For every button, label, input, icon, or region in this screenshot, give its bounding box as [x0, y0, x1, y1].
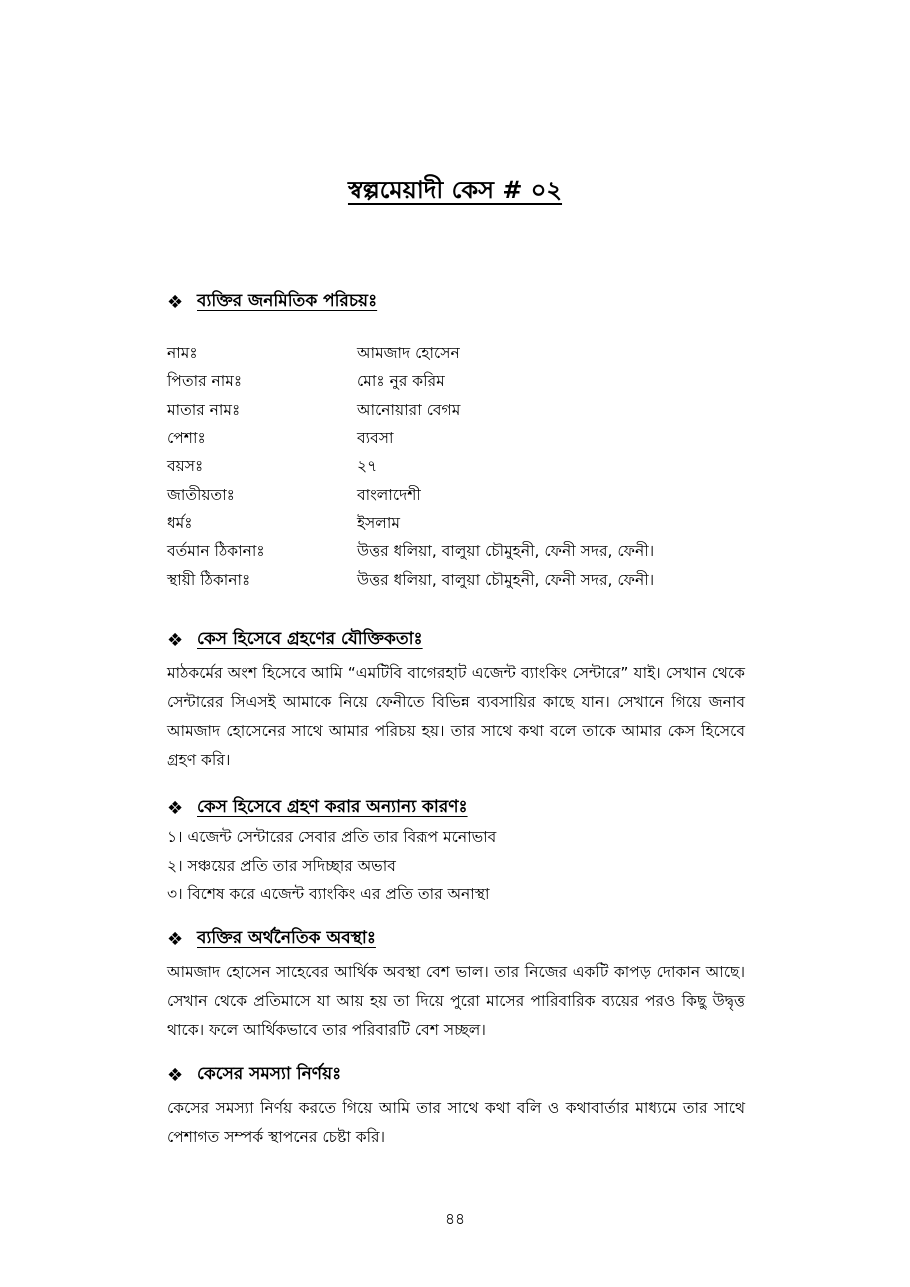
info-row-name: [167, 340, 727, 368]
info-value: উত্তর ধলিয়া, বালুয়া চৌমুহনী, ফেনী সদর, ফেনী।: [357, 542, 655, 561]
section-heading-economic: [167, 925, 376, 953]
info-label: বয়সঃ: [167, 457, 204, 476]
list-item: ২। সঞ্চয়ের প্রতি তার সদিচ্ছার অভাব: [167, 856, 396, 875]
info-row-age: [167, 453, 727, 481]
section-heading-text: কেস হিসেবে গ্রহণের যৌক্তিকতাঃ: [197, 629, 423, 649]
info-row-father: [167, 368, 727, 396]
info-row-occupation: [167, 425, 727, 453]
info-value: মোঃ নুর করিম: [357, 372, 445, 391]
section-heading-text: ব্যক্তির জনমিতিক পরিচয়ঃ: [197, 291, 378, 311]
diamond-bullet-icon: ❖: [167, 1064, 184, 1086]
document-title: স্বল্পমেয়াদী কেস # ০২: [347, 176, 563, 204]
info-label: পিতার নামঃ: [167, 372, 243, 391]
other-reasons-list: [167, 824, 745, 910]
info-value: আমজাদ হোসেন: [357, 344, 460, 363]
problem-paragraph: কেসের সমস্যা নির্ণয় করতে গিয়ে আমি তার সাথে কথা বলি ও কথাবার্তার মাধ্যমে তার সাথে পেশাগত সম্পর্ক স্থাপনের চেষ্টা করি।: [167, 1099, 745, 1146]
section-heading-text: কেস হিসেবে গ্রহণ করার অন্যান্য কারণঃ: [197, 797, 468, 817]
diamond-bullet-icon: ❖: [167, 797, 184, 819]
info-row-mother: [167, 397, 727, 425]
list-item: ১। এজেন্ট সেন্টারের সেবার প্রতি তার বিরূপ মনোভাব: [167, 828, 497, 847]
diamond-bullet-icon: ❖: [167, 629, 184, 651]
demographic-info-table: [167, 340, 727, 595]
info-value: ২৭: [357, 457, 378, 476]
diamond-bullet-icon: ❖: [167, 928, 184, 950]
section-heading-demographic: [167, 288, 377, 316]
info-label: পেশাঃ: [167, 429, 206, 448]
info-row-nationality: [167, 481, 727, 509]
section-heading-other-reasons: [167, 794, 468, 822]
info-row-permanent-address: [167, 566, 727, 594]
list-item: ৩। বিশেষ করে এজেন্ট ব্যাংকিং এর প্রতি তার অনাস্থা: [167, 885, 490, 904]
economic-paragraph: আমজাদ হোসেন সাহেবের আর্থিক অবস্থা বেশ ভাল। তার নিজের একটি কাপড় দোকান আছে। সেখান থেকে প্রতিমাসে যা আয় হয় তা দিয়ে পুরো মাসের পারিবারিক ব্যয়ের পরও কিছু উদ্বৃত্ত থাকে। ফলে আর্থিকভাবে তার পরিবারটি বেশ সচ্ছল।: [167, 963, 745, 1039]
info-value: উত্তর ধলিয়া, বালুয়া চৌমুহনী, ফেনী সদর, ফেনী।: [357, 570, 655, 589]
info-label: মাতার নামঃ: [167, 400, 241, 419]
info-label: স্থায়ী ঠিকানাঃ: [167, 570, 251, 589]
info-label: নামঃ: [167, 344, 198, 363]
section-heading-problem: [167, 1061, 341, 1089]
info-label: বর্তমান ঠিকানাঃ: [167, 542, 265, 561]
info-label: ধর্মঃ: [167, 513, 193, 532]
info-value: আনোয়ারা বেগম: [357, 400, 461, 419]
section-heading-text: কেসের সমস্যা নির্ণয়ঃ: [197, 1064, 342, 1084]
info-row-religion: [167, 510, 727, 538]
page-number: ৪৪: [444, 1210, 466, 1228]
justification-paragraph: মাঠকর্মের অংশ হিসেবে আমি “এমটিবি বাগেরহাট এজেন্ট ব্যাংকিং সেন্টারে” যাই। সেখান থেকে সেন্টারের সিএসই আমাকে নিয়ে ফেনীতে বিভিন্ন ব্যবসায়ির কাছে যান। সেখানে গিয়ে জনাব আমজাদ হোসেনের সাথে আমার পরিচয় হয়। তার সাথে কথা বলে তাকে আমার কেস হিসেবে গ্রহণ করি।: [167, 664, 745, 769]
section-heading-text: ব্যক্তির অর্থনৈতিক অবস্থাঃ: [197, 928, 376, 948]
diamond-bullet-icon: ❖: [167, 291, 184, 313]
info-value: বাংলাদেশী: [357, 485, 421, 504]
info-value: ইসলাম: [357, 513, 400, 532]
info-label: জাতীয়তাঃ: [167, 485, 235, 504]
section-heading-justification: [167, 626, 423, 654]
info-row-present-address: [167, 538, 727, 566]
info-value: ব্যবসা: [357, 429, 394, 448]
